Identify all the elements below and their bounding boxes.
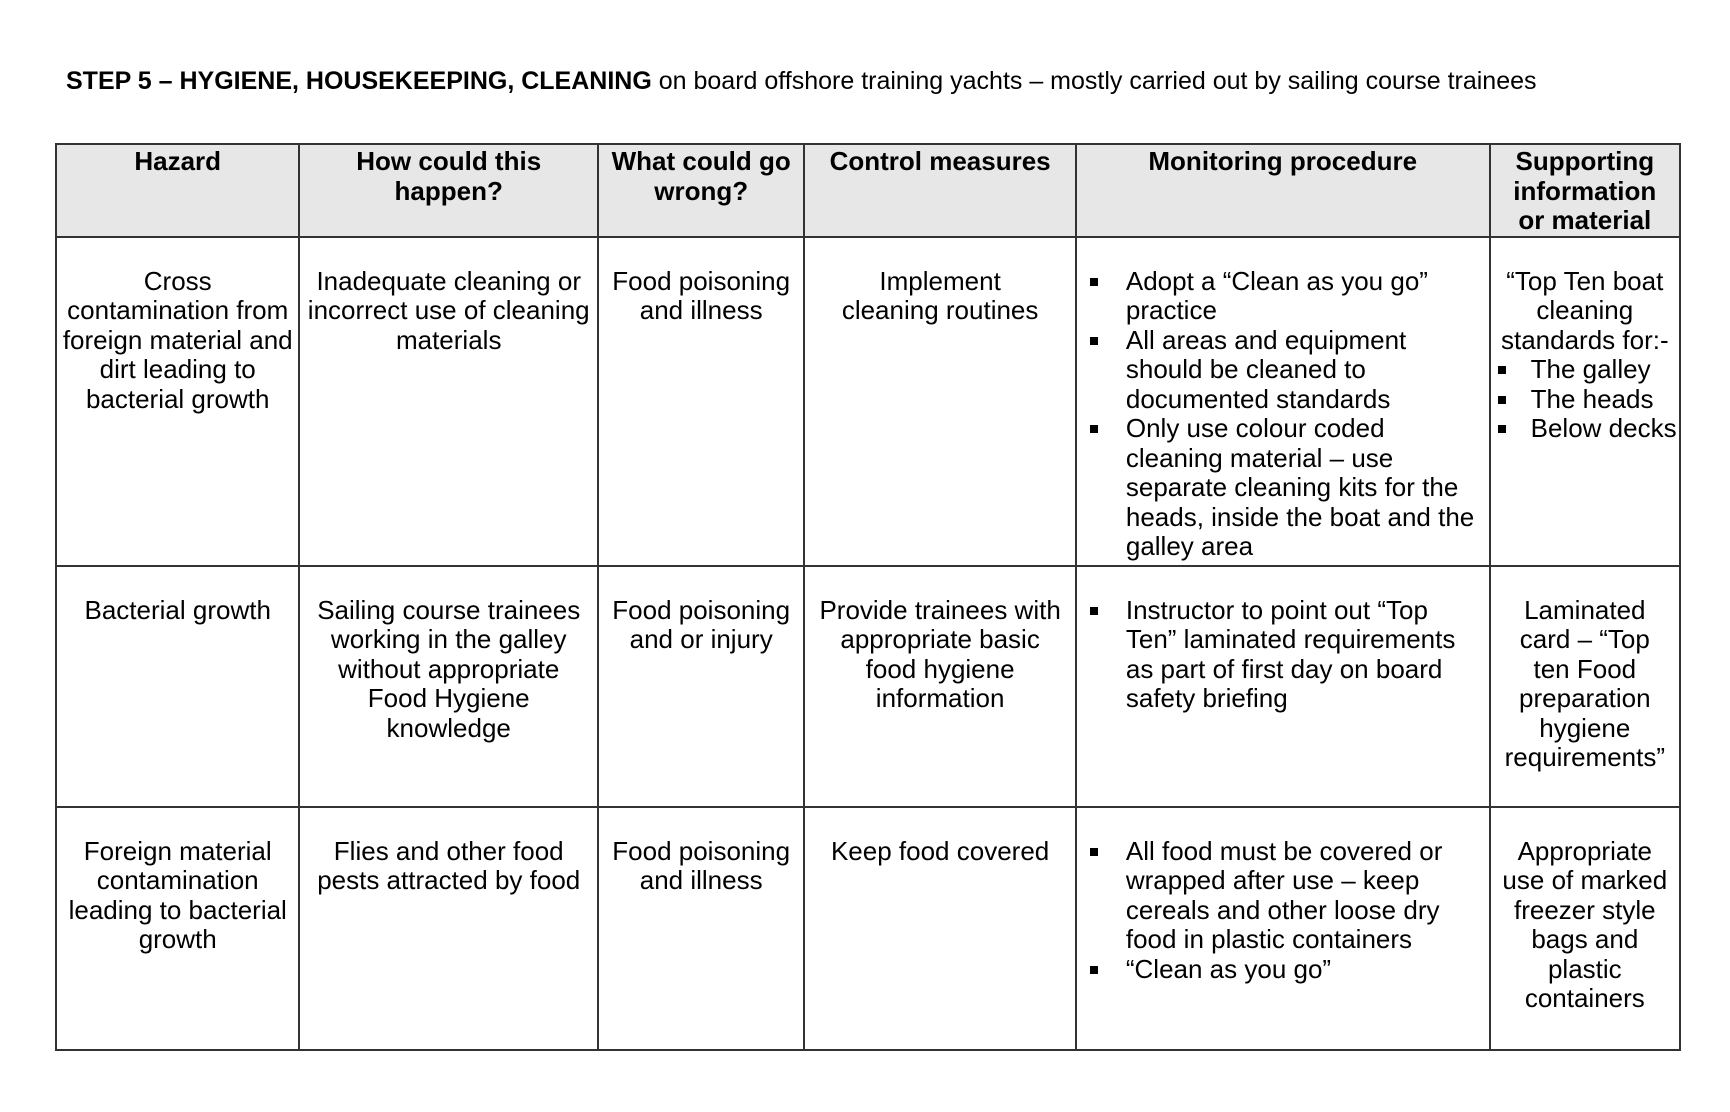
- page-heading: [66, 64, 1686, 98]
- header-wrong: What could go wrong?: [598, 144, 804, 237]
- cell-control: Keep food covered: [804, 807, 1076, 1050]
- cell-how: Inadequate cleaning or incorrect use of cleaning materials: [299, 237, 598, 566]
- list-item: Only use colour coded cleaning material – use separate cleaning kits for the heads, inside the boat and the galley area: [1087, 414, 1483, 562]
- cell-wrong: Food poisoning and illness: [598, 237, 804, 566]
- cell-control: Implement cleaning routines: [804, 237, 1076, 566]
- list-item: The heads: [1495, 385, 1679, 415]
- header-how: How could this happen?: [299, 144, 598, 237]
- cell-supporting: Appropriate use of marked freezer style bags and plastic containers: [1490, 807, 1680, 1050]
- header-hazard: Hazard: [56, 144, 299, 237]
- cell-control: Provide trainees with appropriate basic food hygiene information: [804, 566, 1076, 807]
- header-control: Control measures: [804, 144, 1076, 237]
- header-supporting: Supporting information or material: [1490, 144, 1680, 237]
- list-item: “Clean as you go”: [1087, 955, 1483, 985]
- list-item: All food must be covered or wrapped after use – keep cereals and other loose dry food in plastic containers: [1087, 837, 1483, 955]
- list-item: Adopt a “Clean as you go” practice: [1087, 267, 1483, 326]
- list-item: Instructor to point out “Top Ten” laminated requirements as part of first day on board safety briefing: [1087, 596, 1483, 714]
- table-row: [56, 566, 1680, 807]
- table-header-row: [56, 144, 1680, 237]
- cell-monitoring: [1076, 237, 1490, 566]
- monitoring-list: [1087, 267, 1483, 562]
- heading-rest: on board offshore training yachts – mostly carried out by sailing course trainees: [651, 67, 1537, 95]
- monitoring-list: [1087, 837, 1483, 985]
- table-row: [56, 237, 1680, 566]
- heading-bold: STEP 5 – HYGIENE, HOUSEKEEPING, CLEANING: [66, 67, 652, 95]
- cell-how: Sailing course trainees working in the galley without appropriate Food Hygiene knowledge: [299, 566, 598, 807]
- hazard-table: [55, 143, 1681, 1051]
- cell-hazard: Foreign material contamination leading to bacterial growth: [56, 807, 299, 1050]
- header-monitoring: Monitoring procedure: [1076, 144, 1490, 237]
- cell-monitoring: [1076, 807, 1490, 1050]
- list-item: The galley: [1495, 355, 1679, 385]
- list-item: All areas and equipment should be cleaned to documented standards: [1087, 326, 1483, 415]
- cell-how: Flies and other food pests attracted by food: [299, 807, 598, 1050]
- cell-supporting: “Top Ten boat cleaning standards for:- The galley The heads Below decks: [1490, 237, 1680, 566]
- cell-hazard: Cross contamination from foreign material and dirt leading to bacterial growth: [56, 237, 299, 566]
- cell-wrong: Food poisoning and or injury: [598, 566, 804, 807]
- supporting-list: [1495, 355, 1679, 444]
- list-item: Below decks: [1495, 414, 1679, 444]
- monitoring-list: [1087, 596, 1483, 714]
- cell-hazard: Bacterial growth: [56, 566, 299, 807]
- cell-monitoring: [1076, 566, 1490, 807]
- cell-supporting: Laminated card – “Top ten Food preparation hygiene requirements”: [1490, 566, 1680, 807]
- cell-wrong: Food poisoning and illness: [598, 807, 804, 1050]
- table-row: [56, 807, 1680, 1050]
